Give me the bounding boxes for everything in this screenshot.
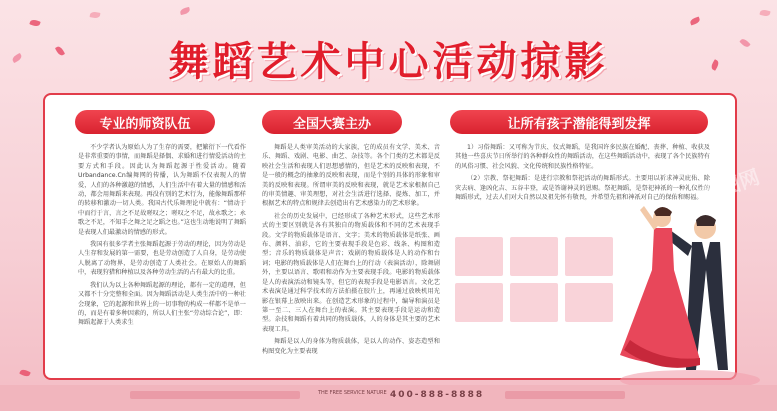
paragraph: （2）宗教、祭祀舞蹈：是进行宗教和祭祀活动的舞蹈形式。主要用以祈求神灵庇佑、除灾去病、逢凶化吉、五谷丰登，或是答谢神灵的恩赐。祭祀舞蹈，是祭祀神祇的一种礼仪性的舞蹈形式，过去人们对大自然以及祖先怀有敬畏，并希望先祖和神祇对自己的保佑和赐福。 bbox=[455, 175, 710, 202]
column-1-text bbox=[78, 143, 246, 371]
photo-placeholder bbox=[510, 237, 558, 276]
section-heading-1: 专业的师资队伍 bbox=[75, 110, 215, 134]
paragraph: 我们认为以上各种舞蹈起源的理论，都有一定的道理，但又都不十分完整和全面。因为舞蹈活动是人类生活中的一种社会现象，它的起源和世界上的一切事物的构成一样都不是单一的，而是有着多种因素的，所以人们主张“劳动综合论”，即：舞蹈起源于人类求生 bbox=[78, 281, 246, 327]
photo-placeholder bbox=[455, 237, 503, 276]
footer-decoration bbox=[130, 391, 300, 399]
paragraph: 舞蹈是以人的身体为物质载体，是以人的动作、姿态造型和构图变化为主要表现 bbox=[262, 338, 440, 355]
petal-decoration bbox=[29, 18, 40, 27]
footer-bar bbox=[0, 385, 777, 411]
page-title: 舞蹈艺术中心活动掠影 bbox=[168, 38, 609, 85]
paragraph: 不少学者认为原始人为了生存的需要，把繁衍下一代看作是非常重要的事情，而舞蹈是择偶、求婚和进行情爱活动的主要方式和手段。因此认为舞蹈起源于性爱活动。随着Urbandance.Cn编舞网的传播，认为舞蹈不仅表现人的情爱，人们的各种激越的情感，人们生活中有着大量的情感和活动，都会用舞蹈来表现。再没有别的艺术行为，能像舞蹈那样的转移和激动一切人类。我国古代乐舞理论中就有：“情动于中而行于言，言之不足故嗟叹之；嗟叹之不足，故永歌之；永歌之不足，不知手之舞之足之蹈之也。”这也生动地说明了舞蹈是表现人们最激动的情感的形式。 bbox=[78, 144, 246, 236]
photo-placeholder bbox=[510, 283, 558, 322]
section-heading-3: 让所有孩子潜能得到发挥 bbox=[450, 110, 708, 134]
section-heading-2: 全国大赛主办 bbox=[262, 110, 402, 134]
petal-decoration bbox=[19, 368, 31, 378]
footer-decoration bbox=[505, 391, 625, 399]
watermark: 酷图网 bbox=[698, 164, 763, 208]
paragraph: 舞蹈是人类审美活动的大家族，它的成员有文学、美术、音乐、舞蹈、戏剧、电影、曲艺、杂技等。各个门类的艺术都是反映社会生活和表现人们思想感情的，但是艺术的反映和表现，不是一般的概念的抽象的反映和表现，而是个别的具体的形象和审美的反映和表现。所谓审美的反映和表现，就是艺术家根据自己的审美情趣、审美理想，对社会生活进行选择、提炼、加工，并根据艺术的特点和规律去创造出有艺术感染力的艺术形象。 bbox=[262, 144, 440, 208]
paragraph: 社会的历史发展中，已经形成了各种艺术形式，这些艺术形式的主要区别就是各有其独自的物质载体和不同的艺术表现手段。文学的物质载体是语言、文字；美术的物质载体是纸张、画布、颜料、油彩，它的主要表现手段是色彩、线条、构图和造型；音乐的物质载体是声音；戏剧的物质载体是人的动作和台词；电影的物质载体是人们在舞台上的行动（表演活动），除舞剧外，主要以语言、歌唱和动作为主要表现手段。电影的物质载体是人的表演活动和镜头等，但它的表现手段是电影语言。文化艺术表演是通过科学技术的方法拍摄在胶片上，再通过放映机用光影在银幕上放映出来。在创造艺术形象的过程中，编导和演员是第一至二、三人在舞台上的表演。其主要表现手段是运动和造型。杂技和舞蹈有着共同的物质载体，人的身体是其主要的艺术表现工具。 bbox=[262, 212, 440, 333]
petal-decoration bbox=[759, 9, 770, 17]
petal-decoration bbox=[179, 7, 190, 15]
footer-logo: THE FREE SERVICE NATURE bbox=[318, 390, 387, 396]
footer-phone: 400-888-8888 bbox=[390, 390, 485, 400]
photo-grid bbox=[455, 237, 613, 322]
petal-decoration bbox=[689, 16, 700, 25]
photo-placeholder bbox=[455, 283, 503, 322]
dancing-couple-illustration bbox=[600, 190, 770, 390]
paragraph: 我国有很多学者主张舞蹈起源于劳动的理论，因为劳动是人生存和发展的第一需要，也是劳动创造了人自身，是劳动使人脱离了动物界，是劳动创造了人类社会。在原始人的舞蹈中，表现狩猎和种植以及各种劳动生活的占有最大的比重。 bbox=[78, 241, 246, 277]
petal-decoration bbox=[90, 11, 101, 19]
column-2-text bbox=[262, 143, 440, 371]
paragraph: 1）习俗舞蹈：又可称为节庆、仪式舞蹈，是我国许多民族在婚配、丧葬、种植、收获及其他一些喜庆节日所举行的各种群众性的舞蹈活动，在这些舞蹈活动中，表现了各个民族特有的风俗习惯、社会风貌、文化传统和民族性格特征。 bbox=[455, 144, 710, 170]
